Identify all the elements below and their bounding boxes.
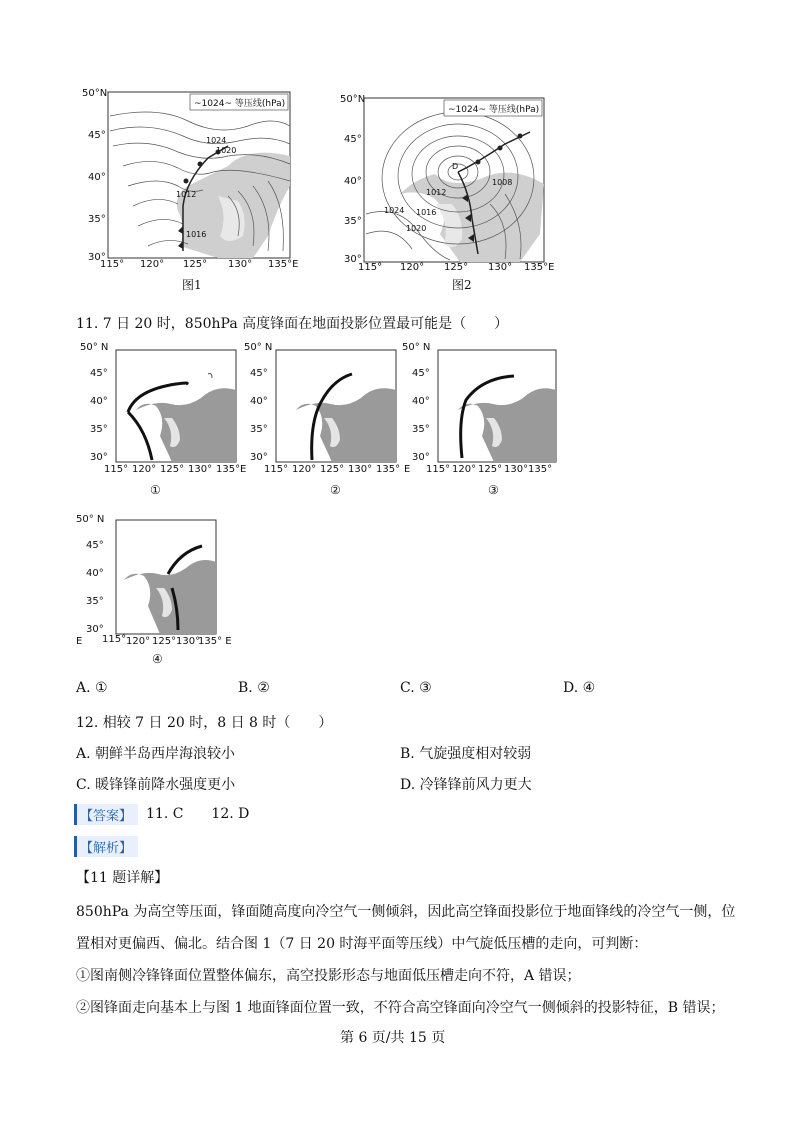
option-map-4-label: ④ bbox=[152, 652, 163, 666]
option-d[interactable]: D. ④ bbox=[563, 680, 596, 696]
lon-label-115: 115° bbox=[100, 259, 125, 270]
lat-label-45: 45° bbox=[344, 134, 362, 145]
figure-1-map bbox=[78, 86, 300, 272]
option-c[interactable]: C. ③ bbox=[400, 680, 432, 696]
answer-tag: 【答案】 bbox=[74, 804, 138, 825]
answer-text: 11. C 12. D bbox=[146, 806, 250, 822]
isobar-label: 1020 bbox=[406, 224, 427, 233]
lon-label: 130° bbox=[504, 464, 529, 475]
option-map-3-label: ③ bbox=[488, 483, 499, 497]
lat-label-30: 30° bbox=[344, 254, 362, 265]
lat-label: 45° bbox=[250, 368, 268, 379]
lat-label-45: 45° bbox=[88, 130, 106, 141]
analysis-tag: 【解析】 bbox=[74, 836, 138, 857]
lon-label: 115° bbox=[102, 634, 127, 645]
isobar-label: 1008 bbox=[492, 178, 513, 187]
question-12-stem: 12. 相较 7 日 20 时，8 日 8 时（ ） bbox=[76, 715, 333, 731]
lon-label: 120° bbox=[452, 464, 477, 475]
lon-label: 125° bbox=[152, 636, 177, 647]
option-b[interactable]: B. 气旋强度相对较弱 bbox=[400, 746, 532, 762]
lon-label: 115° bbox=[426, 464, 451, 475]
isobar-label: 1020 bbox=[216, 146, 237, 155]
question-11-stem: 11. 7 日 20 时，850hPa 高度锋面在地面投影位置最可能是（ ） bbox=[76, 316, 509, 332]
lat-label: 35° bbox=[412, 424, 430, 435]
lat-label: 30° bbox=[86, 624, 104, 635]
lat-label-40: 40° bbox=[344, 176, 362, 187]
lon-label: E bbox=[404, 464, 411, 475]
lon-label-125: 125° bbox=[183, 259, 208, 270]
lon-label: 135° bbox=[376, 464, 401, 475]
option-a[interactable]: A. ① bbox=[76, 680, 108, 696]
option-d[interactable]: D. 冷锋锋前风力更大 bbox=[400, 777, 532, 793]
lat-label-35: 35° bbox=[344, 216, 362, 227]
lon-label: E bbox=[240, 464, 247, 475]
lat-label-35: 35° bbox=[88, 214, 106, 225]
lat-label: 45° bbox=[86, 540, 104, 551]
lon-label: 125° bbox=[160, 464, 185, 475]
page-footer: 第 6 页/共 15 页 bbox=[340, 1030, 446, 1046]
isobar-label: 1012 bbox=[426, 188, 447, 197]
lon-label-135: 135°E bbox=[524, 262, 555, 273]
detail-line: ②图锋面走向基本上与图 1 地面锋面位置一致，不符合高空锋面向冷空气一侧倾斜的投影特征，B 错误； bbox=[76, 1000, 725, 1016]
figure-1-legend: ~1024~ 等压线(hPa) bbox=[194, 99, 286, 109]
lat-label: 50° N bbox=[244, 342, 273, 353]
isobar-label: 1016 bbox=[416, 208, 437, 217]
lat-label: 35° bbox=[86, 596, 104, 607]
lon-label-120: 120° bbox=[400, 262, 425, 273]
lat-label: 50° N bbox=[80, 342, 109, 353]
lon-label: 115° bbox=[264, 464, 289, 475]
figure-2-legend: ~1024~ 等压线(hPa) bbox=[448, 105, 540, 115]
lon-label-130: 130° bbox=[488, 262, 513, 273]
lon-label: 125° bbox=[478, 464, 503, 475]
lat-label: 40° bbox=[90, 396, 108, 407]
figure-1-caption: 图1 bbox=[182, 278, 202, 292]
lon-label: 125° bbox=[320, 464, 345, 475]
figure-2-map bbox=[340, 94, 555, 274]
lat-label: 40° bbox=[250, 396, 268, 407]
lat-label-40: 40° bbox=[88, 172, 106, 183]
option-c[interactable]: C. 暖锋锋前降水强度更小 bbox=[76, 777, 236, 793]
lon-label-135: 135°E bbox=[268, 259, 299, 270]
lon-label: 120° bbox=[132, 464, 157, 475]
option-map-2-label: ② bbox=[330, 483, 341, 497]
isobar-label: 1024 bbox=[206, 136, 227, 145]
lon-label: E bbox=[76, 636, 83, 647]
detail-heading: 【11 题详解】 bbox=[76, 870, 169, 886]
lat-label: 40° bbox=[86, 568, 104, 579]
lat-label: 35° bbox=[90, 424, 108, 435]
detail-line: ①图南侧冷锋锋面位置整体偏东，高空投影形态与地面低压槽走向不符，A 错误； bbox=[76, 968, 581, 984]
lat-label: 35° bbox=[250, 424, 268, 435]
lon-label: 115° bbox=[104, 464, 129, 475]
lon-label-115: 115° bbox=[358, 262, 383, 273]
figure-2-caption: 图2 bbox=[452, 278, 472, 292]
option-map-2 bbox=[240, 340, 410, 482]
lat-label: 30° bbox=[250, 452, 268, 463]
isobar-label: 1012 bbox=[176, 190, 197, 199]
lat-label-30: 30° bbox=[88, 252, 106, 263]
lat-label-50: 50°N bbox=[340, 94, 366, 105]
detail-line: 置相对更偏西、偏北。结合图 1（7 日 20 时海平面等压线）中气旋低压槽的走向，可判断： bbox=[76, 936, 648, 952]
option-map-1-label: ① bbox=[150, 483, 161, 497]
lat-label: 45° bbox=[90, 368, 108, 379]
lon-label: 130° bbox=[348, 464, 373, 475]
lat-label: 30° bbox=[412, 452, 430, 463]
isobar-label: 1024 bbox=[384, 206, 405, 215]
lon-label-120: 120° bbox=[140, 259, 165, 270]
lon-label: 130° bbox=[188, 464, 213, 475]
lat-label: 30° bbox=[90, 452, 108, 463]
lon-label-130: 130° bbox=[228, 259, 253, 270]
lat-label: 40° bbox=[412, 396, 430, 407]
lon-label: 135° bbox=[528, 464, 553, 475]
lat-label: 45° bbox=[412, 368, 430, 379]
lon-label-125: 125° bbox=[444, 262, 469, 273]
lon-label: 120° bbox=[126, 636, 151, 647]
option-map-4 bbox=[76, 512, 246, 654]
isobar-label: 1016 bbox=[186, 230, 207, 239]
option-b[interactable]: B. ② bbox=[238, 680, 270, 696]
detail-line: 850hPa 为高空等压面，锋面随高度向冷空气一侧倾斜，因此高空锋面投影位于地面锋线的冷空气一侧，位 bbox=[76, 904, 736, 920]
lon-label: 130° bbox=[176, 636, 201, 647]
option-map-1 bbox=[76, 340, 246, 482]
lon-label: 135° E bbox=[198, 636, 232, 647]
lon-label: 120° bbox=[292, 464, 317, 475]
lat-label-50: 50°N bbox=[82, 88, 108, 99]
option-a[interactable]: A. 朝鲜半岛西岸海浪较小 bbox=[76, 746, 236, 762]
option-map-3 bbox=[402, 340, 562, 482]
lat-label: 50° N bbox=[402, 342, 431, 353]
lat-label: 50° N bbox=[76, 514, 105, 525]
lon-label: 135° bbox=[216, 464, 241, 475]
isobar-label: D bbox=[452, 162, 459, 171]
